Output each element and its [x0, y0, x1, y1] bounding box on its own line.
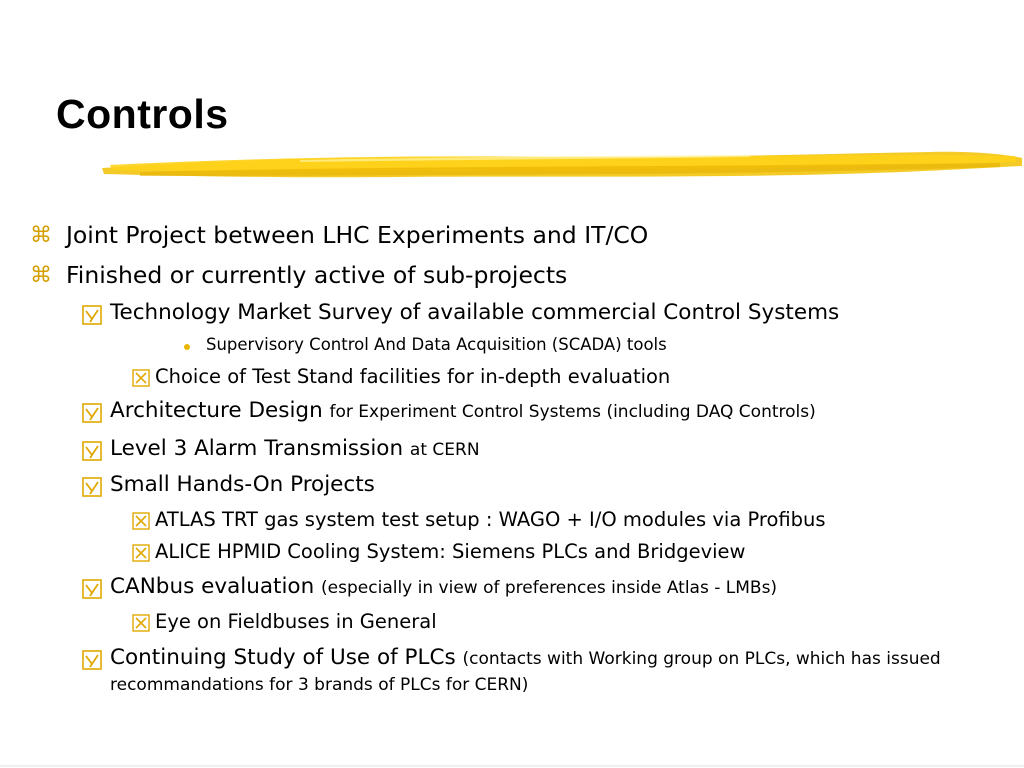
bullet-item: Eye on Fieldbuses in General: [155, 610, 437, 633]
x-box-icon: [132, 614, 150, 632]
bullet-item: Level 3 Alarm Transmission at CERN: [110, 436, 480, 461]
bullet-item: Joint Project between LHC Experiments and IT/CO: [66, 221, 649, 249]
bullet-item: Supervisory Control And Data Acquisition (SCADA) tools: [206, 335, 667, 354]
y-box-icon: [82, 579, 102, 599]
bullet-item: ALICE HPMID Cooling System: Siemens PLCs and Bridgeview: [155, 540, 746, 563]
bullet-item-continuation: recommandations for 3 brands of PLCs for CERN): [110, 675, 529, 695]
command-icon: ⌘: [30, 223, 52, 248]
bullet-item: ATLAS TRT gas system test setup : WAGO + I/O modules via Profibus: [155, 508, 826, 531]
bullet-item: Technology Market Survey of available commercial Control Systems: [110, 300, 840, 325]
bullet-item: Small Hands-On Projects: [110, 472, 375, 497]
bullet-item: Continuing Study of Use of PLCs (contacts with Working group on PLCs, which has issued: [110, 645, 941, 670]
y-box-icon: [82, 441, 102, 461]
y-box-icon: [82, 403, 102, 423]
y-box-icon: [82, 305, 102, 325]
dot-icon: [184, 344, 190, 350]
bullet-item: Choice of Test Stand facilities for in-depth evaluation: [155, 365, 671, 388]
bullet-item: CANbus evaluation (especially in view of preferences inside Atlas - LMBs): [110, 574, 778, 599]
command-icon: ⌘: [30, 263, 52, 288]
x-box-icon: [132, 544, 150, 562]
title-underline-brushstroke: [100, 146, 1024, 192]
x-box-icon: [132, 512, 150, 530]
bullet-item: Architecture Design for Experiment Control Systems (including DAQ Controls): [110, 398, 816, 423]
y-box-icon: [82, 650, 102, 670]
slide-title: Controls: [56, 91, 229, 137]
y-box-icon: [82, 477, 102, 497]
bullet-item: Finished or currently active of sub-projects: [66, 261, 568, 289]
footer-divider: [0, 765, 1024, 767]
x-box-icon: [132, 369, 150, 387]
